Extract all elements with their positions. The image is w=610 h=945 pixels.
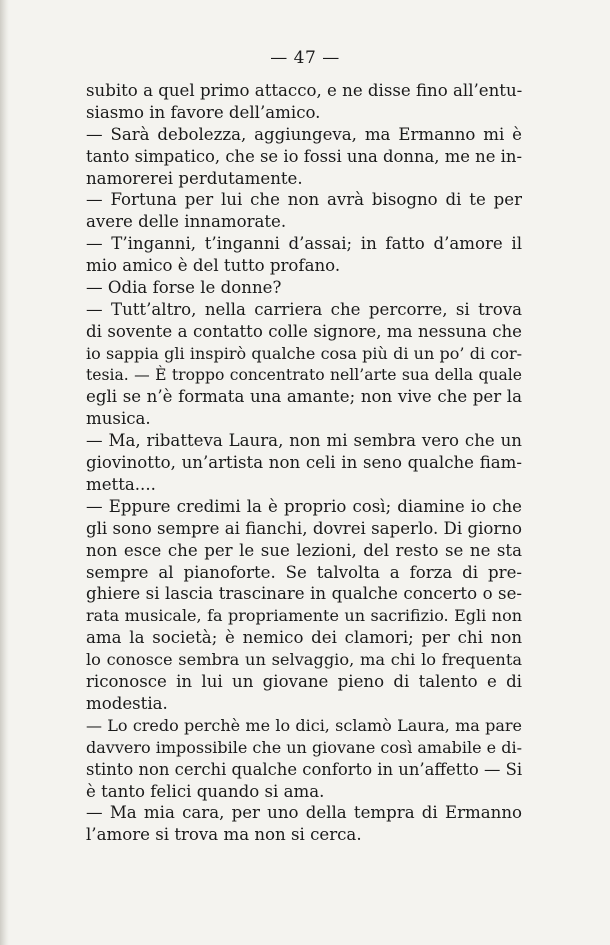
text-line: rata musicale, fa propriamente un sacrifizio. Egli non (86, 606, 522, 626)
text-line: namorerei perdutamente. (86, 168, 303, 188)
text-line: lo conosce sembra un selvaggio, ma chi lo frequenta (86, 650, 522, 670)
text-line: — Ma mia cara, per uno della tempra di Ermanno (86, 803, 522, 823)
text-line: — Fortuna per lui che non avrà bisogno di te per (86, 190, 522, 210)
text-line: — Lo credo perchè me lo dici, sclamò Laura, ma pare (86, 715, 522, 735)
text-line: di sovente a contatto colle signore, ma nessuna che (86, 321, 522, 341)
text-line: non esce che per le sue lezioni, del resto se ne sta (86, 540, 522, 560)
text-line: stinto non cerchi qualche conforto in un’affetto — Si (86, 759, 522, 779)
text-line: — Ma, ribatteva Laura, non mi sembra vero che un (86, 431, 522, 451)
text-line: davvero impossibile che un giovane così amabile e di- (86, 737, 522, 757)
text-line: metta.... (86, 475, 156, 495)
text-line: avere delle innamorate. (86, 212, 287, 232)
text-line: io sappia gli inspirò qualche cosa più di un po’ di cor- (86, 343, 522, 363)
text-line: giovinotto, un’artista non celi in seno qualche fiam- (86, 453, 522, 473)
text-line: ama la società; è nemico dei clamori; per chi non (86, 628, 522, 648)
text-line: riconosce in lui un giovane pieno di talento e di (86, 672, 522, 692)
text-line: — Sarà debolezza, aggiungeva, ma Ermanno mi è (86, 124, 522, 144)
text-line: subito a quel primo attacco, e ne disse fino all’entu- (86, 81, 522, 100)
text-line: l’amore si trova ma non si cerca. (86, 825, 362, 845)
text-line: ghiere si lascia trascinare in qualche concerto o se- (86, 584, 522, 604)
text-line: musica. (86, 409, 151, 429)
text-line: gli sono sempre ai fianchi, dovrei saperlo. Di giorno (86, 518, 522, 538)
text-line: mio amico è del tutto profano. (86, 256, 341, 276)
text-line: — Eppure credimi la è proprio così; diamine io che (86, 496, 522, 516)
text-line: — T’inganni, t’inganni d’assai; in fatto d’amore il (86, 234, 522, 254)
text-line: modestia. (86, 693, 168, 713)
text-line: tanto simpatico, che se io fossi una donna, me ne in- (86, 146, 522, 166)
text-line: — Odia forse le donne? (86, 278, 282, 298)
text-line: siasmo in favore dell’amico. (86, 102, 321, 122)
text-line: egli se n’è formata una amante; non vive che per la (86, 387, 522, 407)
text-line: tesia. — È troppo concentrato nell’arte sua della quale (86, 365, 522, 384)
body-text (86, 80, 522, 846)
text-line: è tanto felici quando si ama. (86, 781, 325, 801)
text-line: — Tutt’altro, nella carriera che percorre, si trova (86, 299, 522, 319)
page-number: — 47 — (270, 48, 340, 68)
text-line: sempre al pianoforte. Se talvolta a forza di pre- (86, 562, 522, 582)
page-binding-edge (0, 0, 9, 945)
